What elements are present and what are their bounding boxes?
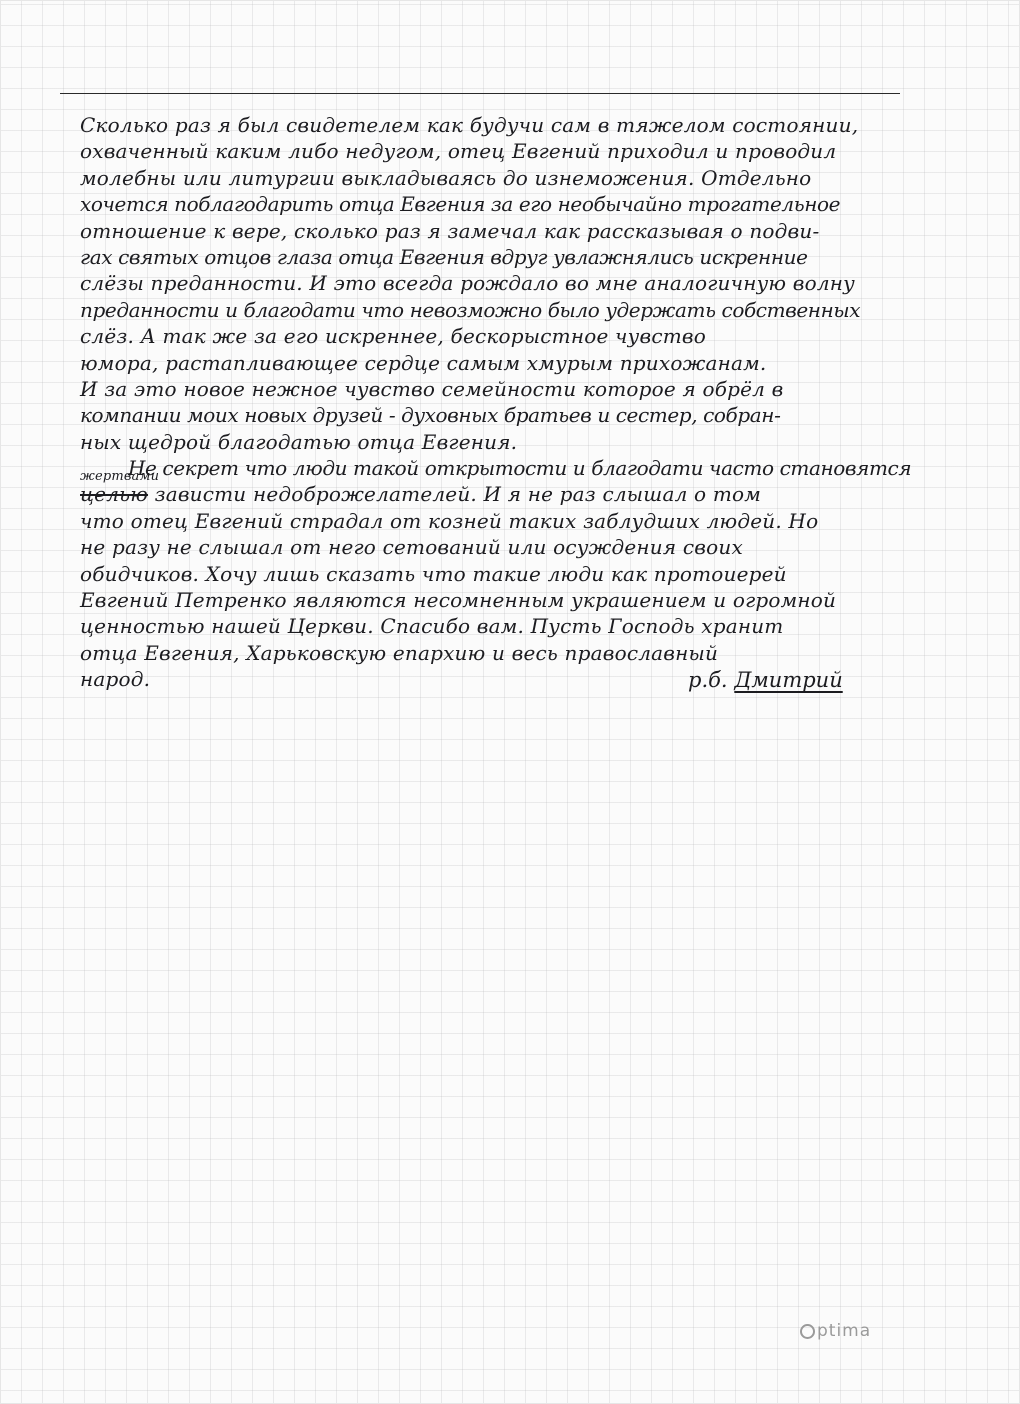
letter-line: охваченный каким либо недугом, отец Евгений приходил и проводил xyxy=(80,139,837,164)
optima-logo xyxy=(800,1321,871,1341)
letter-line: преданности и благодати что невозможно было удержать собственных xyxy=(80,297,861,322)
letter-line: гах святых отцов глаза отца Евгения вдруг увлажнялись искренние xyxy=(80,244,808,269)
letter-line: компании моих новых друзей - духовных братьев и сестер, собран- xyxy=(80,403,781,428)
top-rule xyxy=(60,93,900,94)
letter-line: что отец Евгений страдал от козней таких заблудших людей. Но xyxy=(80,508,819,533)
letter-line: обидчиков. Хочу лишь сказать что такие люди как протоиерей xyxy=(80,561,787,586)
correction-insert: жертвами xyxy=(80,469,160,485)
paragraph-2-first-line: Не секрет что люди такой открытости и благодати часто становятся xyxy=(128,456,912,481)
letter-line: народ. xyxy=(80,667,151,692)
signature-prefix: р.б. xyxy=(688,668,728,692)
letter-line: Евгений Петренко являются несомненным украшением и огромной xyxy=(80,588,837,613)
letter-body xyxy=(80,112,950,693)
letter-line: ных щедрой благодатью отца Евгения. xyxy=(80,429,518,454)
paragraph-2-text: зависти недоброжелателей. И я не раз слышал о том xyxy=(148,482,762,507)
letter-line: хочется поблагодарить отца Евгения за его необычайно трогательное xyxy=(80,192,841,217)
logo-text: ptima xyxy=(817,1321,872,1341)
letter-line: слёзы преданности. И это всегда рождало во мне аналогичную волну xyxy=(80,271,855,296)
struck-word: целью xyxy=(80,482,149,507)
letter-line: Сколько раз я был свидетелем как будучи сам в тяжелом состоянии, xyxy=(80,113,859,137)
letter-line: слёз. А так же за его искреннее, бескорыстное чувство xyxy=(80,324,706,349)
correction xyxy=(80,469,160,507)
signature-name: Дмитрий xyxy=(734,668,843,692)
letter-line: молебны или литургии выкладываясь до изнеможения. Отдельно xyxy=(80,165,812,190)
logo-ring-icon xyxy=(800,1324,815,1339)
letter-line: юмора, растапливающее сердце самым хмурым прихожанам. xyxy=(80,350,767,375)
signature xyxy=(688,668,843,692)
letter-line: отношение к вере, сколько раз я замечал как рассказывая о подви- xyxy=(80,218,820,243)
letter-line: ценностью нашей Церкви. Спасибо вам. Пусть Господь хранит xyxy=(80,614,784,639)
paragraph-2-second-line xyxy=(80,469,950,507)
letter-line: отца Евгения, Харьковскую епархию и весь православный xyxy=(80,640,719,665)
letter-line: не разу не слышал от него сетований или осуждения своих xyxy=(80,535,743,560)
letter-line: И за это новое нежное чувство семейности которое я обрёл в xyxy=(80,376,784,401)
